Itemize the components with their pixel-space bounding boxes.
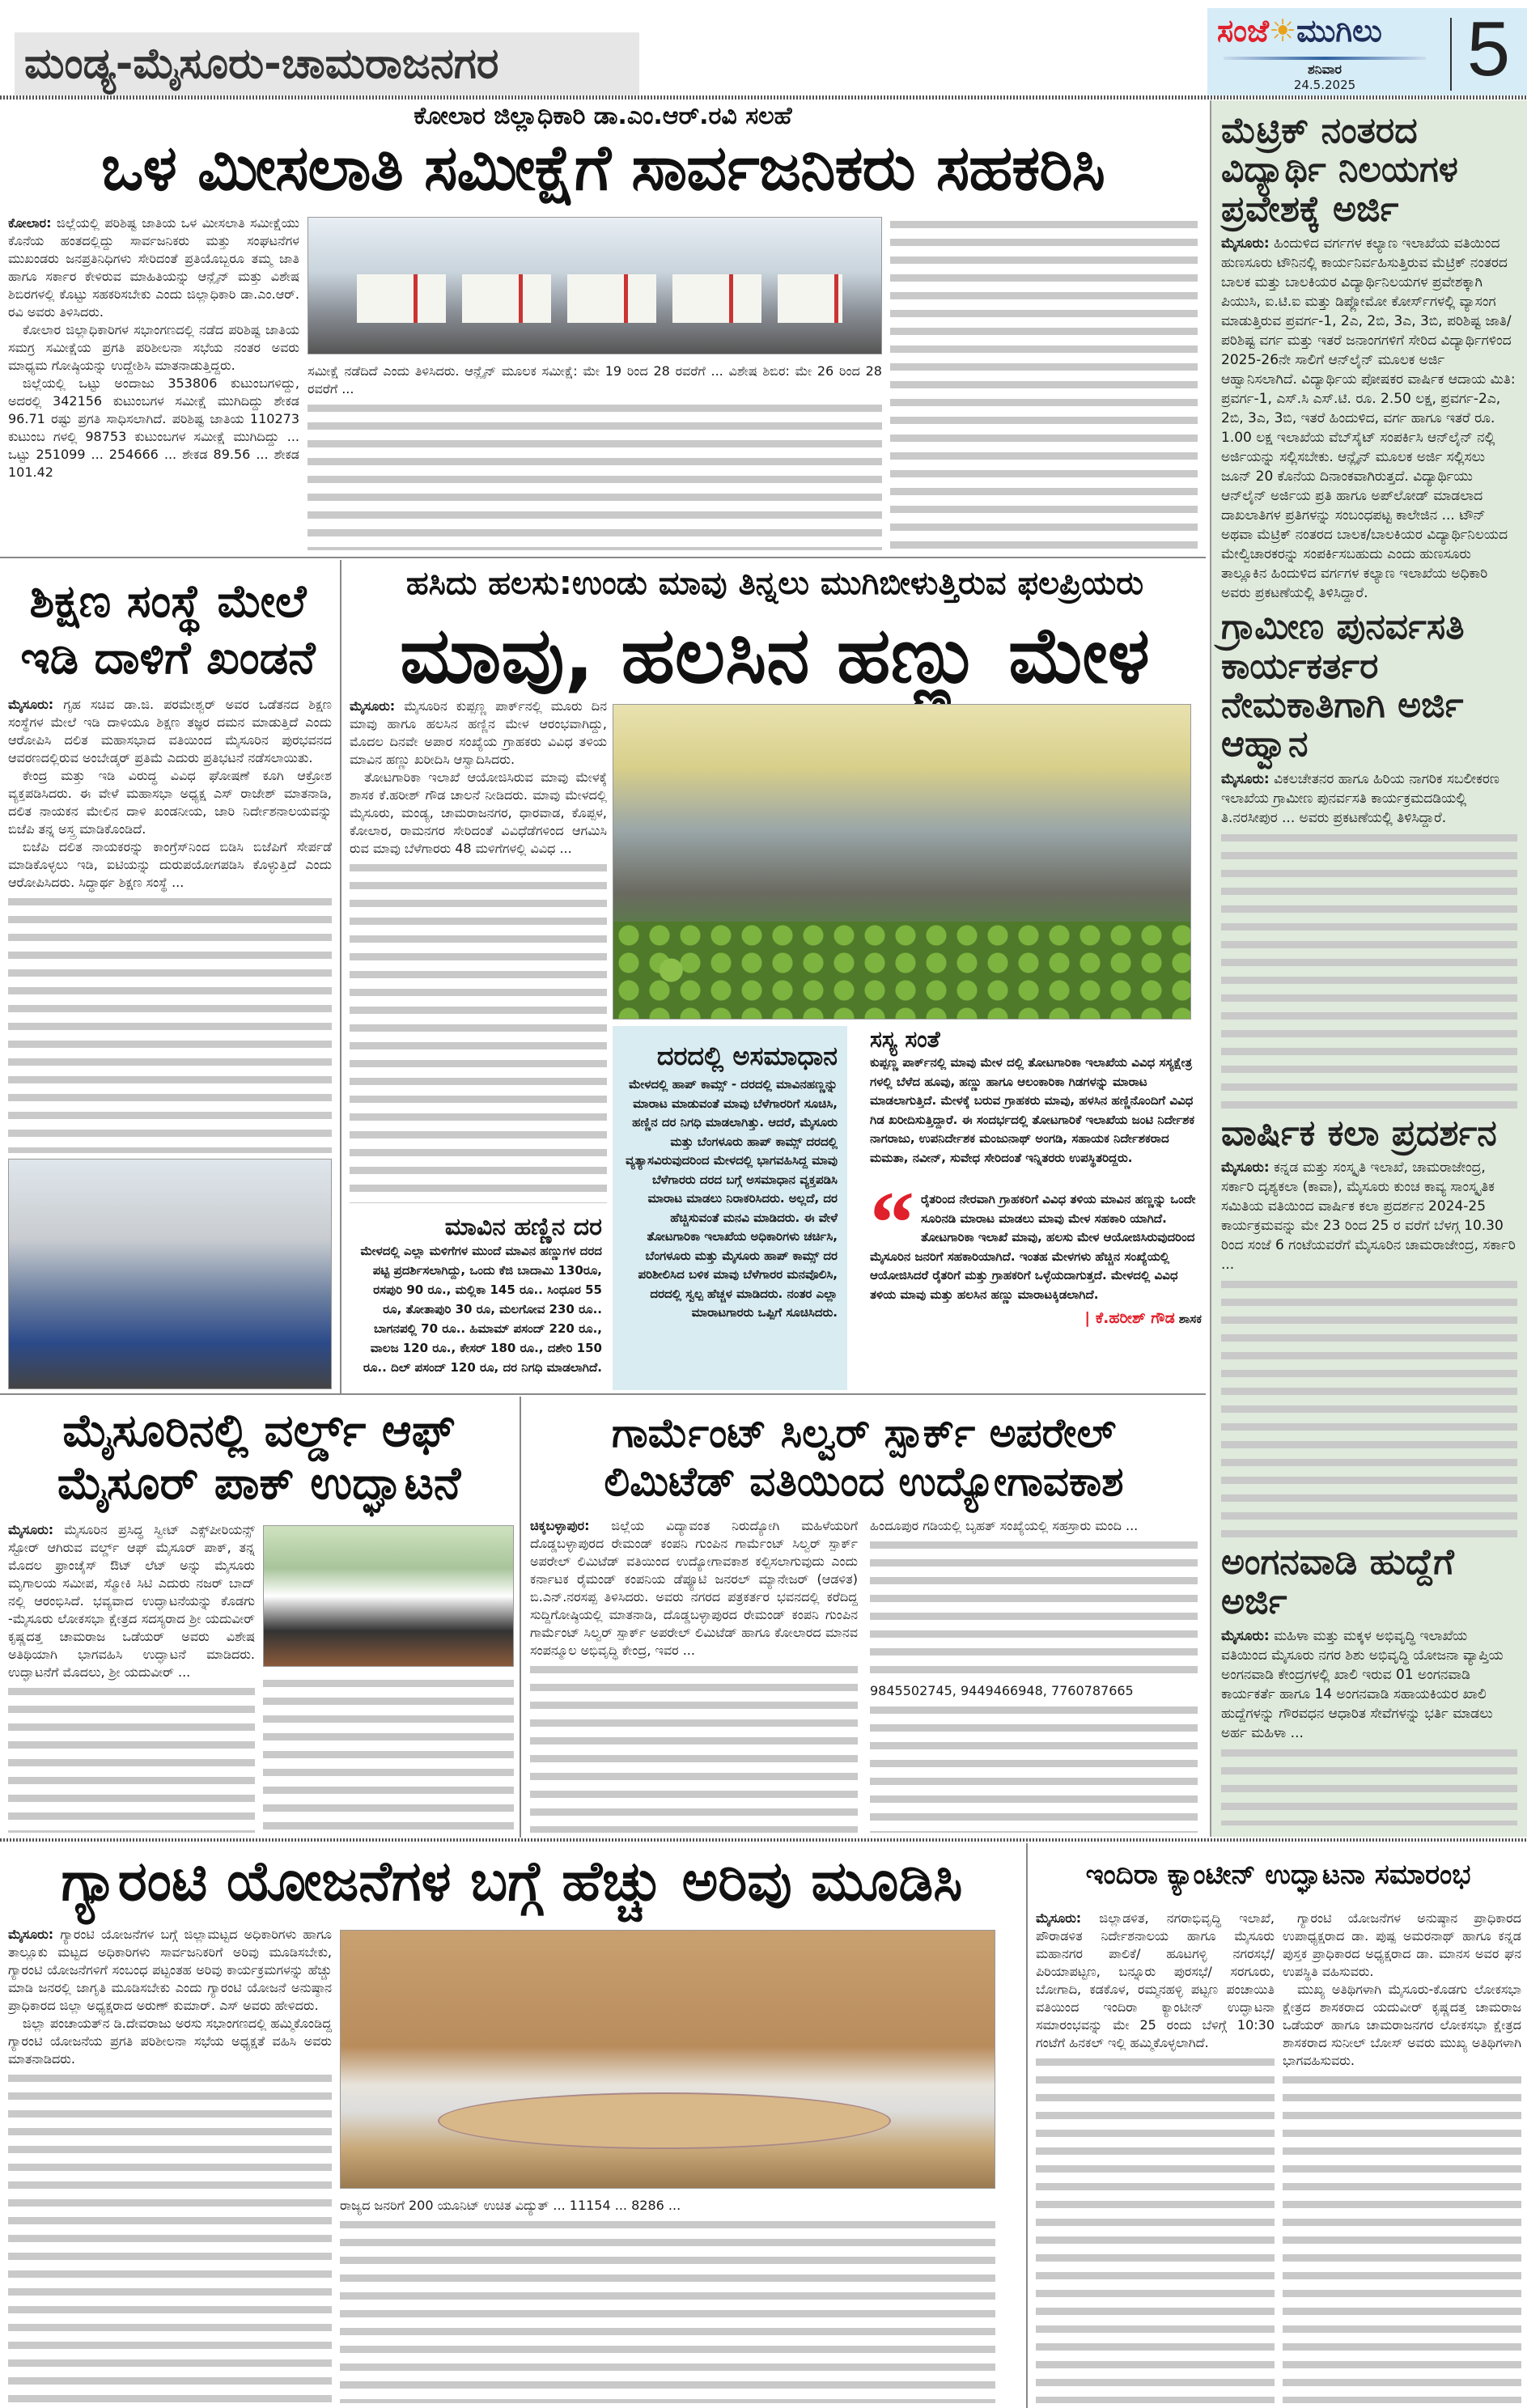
ed-paragraph: ಬಿಜೆಪಿ ದಲಿತ ನಾಯಕರನ್ನು ಕಾಂಗ್ರೆಸ್‌ನಿಂದ ಬಿಡಿಸಿ ಬಿಜೆಪಿಗೆ ಸೇರ್ಪಡೆ ಮಾಡಿಕೊಳ್ಳಲು ಇಡಿ, ಐಟಿಯನ್ನು ದುರುಪಯೋಗಪಡಿಸಿ ಕೊಳ್ಳುತ್ತಿದೆ ಎಂದು ಆರೋಪಿಸಿದರು. ಸಿದ್ಧಾರ್ಥ ಶಿಕ್ಷಣ ಸಂಸ್ಥೆ ... — [8, 839, 332, 890]
guarantee-paragraph: ರಾಜ್ಯದ ಜನರಿಗೆ 200 ಯೂನಿಟ್ ಉಚಿತ ವಿದ್ಯುತ್ ... 11154 ... 8286 ... — [340, 2198, 681, 2213]
discontent-box — [613, 1026, 847, 1390]
body-text-continued — [8, 1683, 255, 1833]
body-text-continued — [1221, 829, 1517, 1109]
kolar-paragraph: ಕೋಲಾರ ಜಿಲ್ಲಾಧಿಕಾರಿಗಳ ಸಭಾಂಗಣದಲ್ಲಿ ನಡೆದ ಪರಿಶಿಷ್ಟ ಜಾತಿಯ ಸಮಗ್ರ ಸಮೀಕ್ಷೆಯ ಪ್ರಗತಿ ಪರಿಶೀಲನಾ ಸಭೆಯ ನಂತರ ಅವರು ಮಾಧ್ಯಮ ಗೋಷ್ಠಿಯನ್ನು ಉದ್ದೇಶಿಸಿ ಮಾತನಾಡುತ್ತಿದ್ದರು. — [8, 322, 299, 373]
body-text-continued — [530, 1661, 858, 1833]
dateline: ಚಿಕ್ಕಬಳ್ಳಾಪುರ: — [530, 1518, 590, 1533]
mysorepak-inauguration-photo — [263, 1525, 514, 1667]
brief-title: ಗ್ರಾಮೀಣ ಪುನರ್ವಸತಿ ಕಾರ್ಯಕರ್ತರ ನೇಮಕಾತಿಗಾಗಿ ಅರ್ಜಿ ಆಹ್ವಾನ — [1221, 606, 1465, 765]
mango-body — [350, 697, 607, 1203]
quote-author: | ಕೆ.ಹರೀಶ್ ಗೌಡ — [1084, 1309, 1175, 1327]
brief-text: ಹಿಂದುಳಿದ ವರ್ಗಗಳ ಕಲ್ಯಾಣ ಇಲಾಖೆಯ ವತಿಯಿಂದ ಹುಣಸೂರು ಟೌನಿನಲ್ಲಿ ಕಾರ್ಯನಿರ್ವಹಿಸುತ್ತಿರುವ ಮೆಟ್ರಿಕ್ ನಂತರದ ಬಾಲಕ ಮತ್ತು ಬಾಲಕಿಯರ ವಿದ್ಯಾರ್ಥಿನಿಲಯಗಳ ಪ್ರವೇಶಕ್ಕಾಗಿ ಪಿಯುಸಿ, ಐ.ಟಿ.ಐ ಮತ್ತು ಡಿಪ್ಲೋಮೋ ಕೋರ್ಸ್‌ಗಳಲ್ಲಿ ವ್ಯಾಸಂಗ ಮಾಡುತ್ತಿರುವ ಪ್ರವರ್ಗ-1, 2ಎ, 2ಬಿ, 3ಎ, 3ಬಿ, ಪರಿಶಿಷ್ಟ ಜಾತಿ/ಪರಿಶಿಷ್ಟ ವರ್ಗ ಮತ್ತು ಇತರೆ ಜನಾಂಗಗಳಿಗೆ ಸೇರಿದ ವಿದ್ಯಾರ್ಥಿಗಳಿಂದ 2025-26ನೇ ಸಾಲಿಗೆ ಆನ್‌ಲೈನ್ ಮೂಲಕ ಅರ್ಜಿ ಆಹ್ವಾನಿಸಲಾಗಿದೆ. ವಿದ್ಯಾರ್ಥಿಯ ಪೋಷಕರ ವಾರ್ಷಿಕ ಆದಾಯ ಮಿತಿ: ಪ್ರವರ್ಗ-1, ಎಸ್.ಸಿ ಎಸ್.ಟಿ. ರೂ. 2.50 ಲಕ್ಷ, ಪ್ರವರ್ಗ-2ಎ, 2ಬಿ, 3ಎ, 3ಬಿ, ಇತರೆ ಹಿಂದುಳಿದ, ವರ್ಗ ಹಾಗೂ ಇತರೆ ರೂ. 1.00 ಲಕ್ಷ ಇಲಾಖೆಯ ವೆಬ್‌ಸೈಟ್ ಸಂಪರ್ಕಿಸಿ ಆನ್‌ಲೈನ್ ನಲ್ಲಿ ಅರ್ಜಿಯನ್ನು ಸಲ್ಲಿಸಬೇಕು. ಆನ್ಲೈನ್ ಮೂಲಕ ಅರ್ಜಿ ಸಲ್ಲಿಸಲು ಜೂನ್ 20 ಕೊನೆಯ ದಿನಾಂಕವಾಗಿರುತ್ತದೆ. ವಿದ್ಯಾರ್ಥಿಯು ಆನ್‌ಲೈನ್ ಅರ್ಜಿಯ ಪ್ರತಿ ಹಾಗೂ ಅಪ್‌ಲೋಡ್ ಮಾಡಲಾದ ದಾಖಲಾತಿಗಳ ಪ್ರತಿಗಳನ್ನು ಸಂಬಂಧಪಟ್ಟ ಕಾಲೇಜಿನ ... ಟೌನ್ ಅಥವಾ ಮೆಟ್ರಿಕ್ ನಂತರದ ಬಾಲಕ/ಬಾಲಕಿಯರ ವಿದ್ಯಾರ್ಥಿನಿಲಯದ ಮೇಲ್ವಿಚಾರಕರನ್ನು ಸಂಪರ್ಕಿಸಬಹುದು ಎಂದು ಹುಣಸೂರು ತಾಲ್ಲೂಕಿನ ಹಿಂದುಳಿದ ವರ್ಗಗಳ ಕಲ್ಯಾಣ ಇಲಾಖೆಯ ಅಧಿಕಾರಿ ಅವರು ಪ್ರಕಟಣೆಯಲ್ಲಿ ತಿಳಿಸಿದ್ದಾರೆ. — [1221, 235, 1516, 602]
canteen-paragraph: ಗ್ಯಾರಂಟಿ ಯೋಜನೆಗಳ ಅನುಷ್ಠಾನ ಪ್ರಾಧಿಕಾರದ ಉಪಾಧ್ಯಕ್ಷರಾದ ಡಾ. ಪುಷ್ಪ ಅಮರನಾಥ್ ಹಾಗೂ ಕನ್ನಡ ಪುಸ್ತಕ ಪ್ರಾಧಿಕಾರದ ಅಧ್ಯಕ್ಷರಾದ ಡಾ. ಮಾನಸ ಅವರ ಘನ ಉಪಸ್ಥಿತಿ ವಹಿಸುವರು. — [1283, 1910, 1521, 1979]
body-text-continued — [1036, 2054, 1275, 2403]
mysorepak-body-2 — [263, 1673, 514, 1833]
ed-paragraph: ಕೇಂದ್ರ ಮತ್ತು ಇಡಿ ವಿರುದ್ಧ ವಿವಿಧ ಘೋಷಣೆ ಕೂಗಿ ಆಕ್ರೋಶ ವ್ಯಕ್ತಪಡಿಸಿದರು. ಈ ವೇಳೆ ಮಹಾಸಭಾ ಅಧ್ಯಕ್ಷ ಎಸ್ ರಾಜೇಶ್ ಮಾತನಾಡಿ, ದಲಿತ ನಾಯಕನ ಮೇಲಿನ ದಾಳಿ ಖಂಡನೀಯ, ಜಾರಿ ನಿರ್ದೇಶನಾಲಯವನ್ನು ಬಿಜೆಪಿ ತನ್ನ ಅಸ್ತ್ರ ಮಾಡಿಕೊಂಡಿದೆ. — [8, 768, 332, 837]
price-box-title: ಮಾವಿನ ಹಣ್ಣಿನ ದರ — [444, 1213, 602, 1241]
body-text-continued — [870, 1702, 1198, 1833]
quote-attribution — [870, 1309, 1202, 1327]
ed-headline-2: ಇಡಿ ದಾಳಿಗೆ ಖಂಡನೆ — [20, 632, 316, 685]
masthead-logo-box — [1207, 8, 1527, 95]
body-text-continued — [8, 893, 332, 1153]
guarantee-headline: ಗ್ಯಾರಂಟಿ ಯೋಜನೆಗಳ ಬಗ್ಗೆ ಹೆಚ್ಚು ಅರಿವು ಮೂಡಿಸಿ — [61, 1850, 963, 1914]
plant-market-title: ಸಸ್ಯ ಸಂತೆ — [870, 1026, 940, 1053]
price-box — [350, 1210, 609, 1388]
garment-paragraph: ಹಿಂದೂಪುರ ಗಡಿಯಲ್ಲಿ ಬೃಹತ್ ಸಂಖ್ಯೆಯಲ್ಲಿ ಸಹಸ್ರಾರು ಮಂದಿ ... — [870, 1518, 1139, 1533]
mango-paragraph: ಮೈಸೂರಿನ ಕುಪ್ಪಣ್ಣ ಪಾರ್ಕ್‌ನಲ್ಲಿ ಮೂರು ದಿನ ಮಾವು ಹಾಗೂ ಹಲಸಿನ ಹಣ್ಣಿನ ಮೇಳ ಆರಂಭವಾಗಿದ್ದು, ಮೊದಲ ದಿನವೇ ಅಪಾರ ಸಂಖ್ಯೆಯ ಗ್ರಾಹಕರು ವಿವಿಧ ತಳಿಯ ಮಾವಿನ ಹಣ್ಣು ಖರೀದಿಸಿ ಆಸ್ವಾದಿಸಿದರು. — [350, 698, 607, 767]
logo-dark-text: ಮುಗಿಲು — [1296, 13, 1382, 49]
mysorepak-paragraph: ಮೈಸೂರಿನ ಪ್ರಸಿದ್ಧ ಸ್ವೀಟ್ ಎಕ್ಸ್‌ಪೀರಿಯನ್ಸ್ ಸ್ಟೋರ್ ಆಗಿರುವ ವರ್ಲ್ಡ್ ಆಫ್ ಮೈಸೂರ್ ಪಾಕ್, ತನ್ನ ಮೊದಲ ಫ್ರಾಂಚೈಸ್ ಔಟ್ ಲೆಟ್ ಅನ್ನು ಮೈಸೂರು ಮೃಗಾಲಯ ಸಮೀಪ, ಸ್ಮೋಕಿ ಸಿಟಿ ಎದುರು ನಜರ್ ಬಾದ್ ನಲ್ಲಿ ಆರಂಭಿಸಿದೆ. ಭವ್ಯವಾದ ಉದ್ಘಾಟನೆಯನ್ನು ಕೊಡಗು -ಮೈಸೂರು ಲೋಕಸಭಾ ಕ್ಷೇತ್ರದ ಸದಸ್ಯರಾದ ಶ್ರೀ ಯದುವೀರ್ ಕೃಷ್ಣದತ್ತ ಚಾಮರಾಜ ಒಡೆಯರ್ ಅವರು ವಿಶೇಷ ಅತಿಥಿಯಾಗಿ ಭಾಗವಹಿಸಿ ಉದ್ಘಾಟನೆ ಮಾಡಿದರು. ಉದ್ಘಾಟನೆಗೆ ಮೊದಲು, ಶ್ರೀ ಯದುವೀರ್ ... — [8, 1522, 255, 1680]
canteen-col-2 — [1283, 1910, 1521, 2403]
garment-headline-1: ಗಾರ್ಮೆಂಟ್ ಸಿಲ್ವರ್ ಸ್ಪಾರ್ಕ್ ಅಪರೇಲ್ — [611, 1410, 1117, 1456]
dateline: ಕೋಲಾರ: — [8, 215, 52, 231]
dateline: ಮೈಸೂರು: — [350, 698, 396, 714]
discontent-text: ಮೇಳದಲ್ಲಿ ಹಾಪ್ ಕಾಮ್ಸ್ - ದರದಲ್ಲಿ ಮಾವಿನಹಣ್ಣನ್ನು ಮಾರಾಟ ಮಾಡುವಂತೆ ಮಾವು ಬೆಳೆಗಾರರಿಗೆ ಸೂಚಿಸಿ, ಹಣ್ಣಿನ ದರ ನಿಗಧಿ ಮಾಡಲಾಗಿತ್ತು. ಆದರೆ, ಮೈಸೂರು ಮತ್ತು ಬೆಂಗಳೂರು ಹಾಪ್ ಕಾಮ್ಸ್ ದರದಲ್ಲಿ ವ್ಯತ್ಯಾಸವಿರುವುದರಿಂದ ಮೇಳದಲ್ಲಿ ಭಾಗವಹಿಸಿದ್ದ ಮಾವು ಬೆಳೆಗಾರರು ದರದ ಬಗ್ಗೆ ಅಸಮಾಧಾನ ವ್ಯಕ್ತಪಡಿಸಿ ಮಾರಾಟ ಮಾಡಲು ನಿರಾಕರಿಸಿದರು. ಅಲ್ಲದೆ, ದರ ಹೆಚ್ಚಿಸುವಂತೆ ಮನವಿ ಮಾಡಿದರು. ಈ ವೇಳೆ ತೋಟಗಾರಿಕಾ ಇಲಾಖೆಯ ಅಧಿಕಾರಿಗಳು ಚರ್ಚಿಸಿ, ಬೆಂಗಳೂರು ಮತ್ತು ಮೈಸೂರು ಹಾಪ್ ಕಾಮ್ಸ್ ದರ ಪರಿಶೀಲಿಸಿದ ಬಳಿಕ ಮಾವು ಬೆಳೆಗಾರರ ಮನವೊಲಿಸಿ, ದರದಲ್ಲಿ ಸ್ವಲ್ಪ ಹೆಚ್ಚಳ ಮಾಡಿದರು. ನಂತರ ಎಲ್ಲಾ ಮಾರಾಟಗಾರರು ಒಪ್ಪಿಗೆ ಸೂಚಿಸಿದರು. — [626, 1077, 838, 1320]
mysorepak-body — [8, 1521, 255, 1833]
divider — [520, 1397, 521, 1838]
kolar-kicker: ಕೋಲಾರ ಜಿಲ್ಲಾಧಿಕಾರಿ ಡಾ.ಎಂ.ಆರ್.ರವಿ ಸಲಹೆ — [414, 102, 792, 130]
canteen-paragraph: ಜಿಲ್ಲಾಡಳಿತ, ನಗರಾಭಿವೃದ್ಧಿ ಇಲಾಖೆ, ಪೌರಾಡಳಿತ ನಿರ್ದೇಶನಾಲಯ ಹಾಗೂ ಮೈಸೂರು ಮಹಾನಗರ ಪಾಲಿಕೆ/ ಹೂಟಗಳ್ಳಿ ನಗರಸಭೆ/ ಪಿರಿಯಾಪಟ್ಟಣ, ಬನ್ನೂರು ಪುರಸಭೆ/ ಸರಗೂರು, ಬೋಗಾದಿ, ಕಡಕೊಳ, ರಮ್ಮನಹಳ್ಳಿ ಪಟ್ಟಣ ಪಂಚಾಯಿತಿ ವತಿಯಿಂದ ಇಂದಿರಾ ಕ್ಯಾಂಟೀನ್ ಉದ್ಘಾಟನಾ ಸಮಾರಂಭವನ್ನು ಮೇ 25 ರಂದು ಬೆಳಿಗ್ಗೆ 10:30 ಗಂಟೆಗೆ ಹಿನಕಲ್ ಇಲ್ಲಿ ಹಮ್ಮಿಕೊಳ್ಳಲಾಗಿದೆ. — [1036, 1910, 1275, 2050]
body-text-continued — [308, 400, 882, 550]
canteen-paragraph: ಮುಖ್ಯ ಅತಿಥಿಗಳಾಗಿ ಮೈಸೂರು-ಕೊಡಗು ಲೋಕಸಭಾ ಕ್ಷೇತ್ರದ ಶಾಸಕರಾದ ಯದುವೀರ್ ಕೃಷ್ಣದತ್ತ ಚಾಮರಾಜ ಒಡೆಯರ್ ಹಾಗೂ ಚಾಮರಾಜನಗರ ಲೋಕಸಭಾ ಕ್ಷೇತ್ರದ ಶಾಸಕರಾದ ಸುನೀಲ್ ಬೋಸ್ ಅವರು ಮುಖ್ಯ ಅತಿಥಿಗಳಾಗಿ ಭಾಗವಹಿಸುವರು. — [1283, 1982, 1521, 2068]
mango-pile — [613, 922, 1190, 1019]
mango-mela-photo — [613, 704, 1191, 1020]
canteen-col-1 — [1036, 1910, 1275, 2403]
posters — [357, 274, 842, 323]
kolar-columns-mid — [308, 362, 882, 550]
logo-underline — [1224, 57, 1426, 60]
mango-headline: ಮಾವು, ಹಲಸಿನ ಹಣ್ಣು ಮೇಳ — [400, 610, 1150, 701]
brief-text: ಕನ್ನಡ ಮತ್ತು ಸಂಸ್ಕೃತಿ ಇಲಾಖೆ, ಚಾಮರಾಜೇಂದ್ರ, ಸರ್ಕಾರಿ ದೃಶ್ಯಕಲಾ (ಕಾವಾ), ಮೈಸೂರು ಕುಂಚ ಕಾವ್ಯ ಸಾಂಸ್ಕೃತಿಕ ಸಮಿತಿಯ ವತಿಯಿಂದ ವಾರ್ಷಿಕ ಕಲಾ ಪ್ರದರ್ಶನ 2024-25 ಕಾರ್ಯಕ್ರಮವನ್ನು ಮೇ 23 ರಿಂದ 25 ರ ವರೆಗೆ ಬೆಳಗ್ಗ 10.30 ರಿಂದ ಸಂಜೆ 6 ಗಂಟೆಯವರೆಗೆ ಮೈಸೂರಿನ ಚಾಮರಾಜೇಂದ್ರ, ಸರ್ಕಾರಿ ... — [1221, 1159, 1516, 1274]
mysorepak-headline-2: ಮೈಸೂರ್ ಪಾಕ್ ಉದ್ಘಾಟನೆ — [57, 1457, 461, 1510]
sun-icon: ☀ — [1269, 13, 1297, 49]
dateline: ಮೈಸೂರು: — [8, 1927, 54, 1942]
guarantee-meeting-photo — [340, 1930, 995, 2189]
body-text-continued — [340, 2216, 995, 2403]
brief-title: ವಾರ್ಷಿಕ ಕಲಾ ಪ್ರದರ್ಶನ — [1221, 1112, 1497, 1154]
garment-col-2 — [870, 1517, 1198, 1833]
body-text-continued — [890, 216, 1198, 550]
brief-title: ಮೆಟ್ರಿಕ್ ನಂತರದ ವಿದ್ಯಾರ್ಥಿ ನಿಲಯಗಳ ಪ್ರವೇಶಕ್ಕೆ ಅರ್ಜಿ — [1221, 110, 1458, 230]
kolar-paragraph: ಜಿಲ್ಲೆಯಲ್ಲಿ ಪರಿಶಿಷ್ಟ ಜಾತಿಯ ಒಳ ಮೀಸಲಾತಿ ಸಮೀಕ್ಷೆಯು ಕೊನೆಯ ಹಂತದಲ್ಲಿದ್ದು ಸಾರ್ವಜನಿಕರು ಮತ್ತು ಸಂಘಟನೆಗಳ ಮುಖಂಡರು ಜನಪ್ರತಿನಿಧಿಗಳು ಸೇರಿದಂತೆ ಪ್ರತಿಯೊಬ್ಬರೂ ತಮ್ಮ ಜಾತಿ ಹಾಗೂ ಸರ್ಕಾರ ಕೇಳಿರುವ ಮಾಹಿತಿಯನ್ನು ಆನ್ಲೈನ್ ಮತ್ತು ವಿಶೇಷ ಶಿಬಿರಗಳಲ್ಲಿ ಕೊಟ್ಟು ಸಹಕರಿಸಬೇಕು ಎಂದು ಜಿಲ್ಲಾಧಿಕಾರಿ ಡಾ.ಎಂ.ಆರ್. ರವಿ ಅವರು ತಿಳಿಸಿದರು. — [8, 215, 299, 320]
issue-date: 24.5.2025 — [1293, 78, 1356, 92]
kolar-paragraph: ಸಮೀಕ್ಷೆ ನಡೆದಿದೆ ಎಂದು ತಿಳಿಸಿದರು. ಆನ್ಲೈನ್ ಮೂಲಕ ಸಮೀಕ್ಷೆ: ಮೇ 19 ರಿಂದ 28 ರವರೆಗೆ ... ವಿಶೇಷ ಶಿಬಿರ: ಮೇ 26 ರಿಂದ 28 ರವರೆಗೆ ... — [308, 363, 882, 396]
guarantee-paragraph: ಗ್ಯಾರಂಟಿ ಯೋಜನೆಗಳ ಬಗ್ಗೆ ಜಿಲ್ಲಾಮಟ್ಟದ ಅಧಿಕಾರಿಗಳು ಹಾಗೂ ತಾಲ್ಲೂಕು ಮಟ್ಟದ ಅಧಿಕಾರಿಗಳು ಸಾರ್ವಜನಿಕರಿಗೆ ಅರಿವು ಮೂಡಿಸಬೇಕು, ಗ್ಯಾರಂಟಿ ಯೋಜನೆಗಳಿಗೆ ಸಂಬಂಧ ಪಟ್ಟಂತಹ ಅರಿವು ಕಾರ್ಯಕ್ರಮಗಳನ್ನು ಹೆಚ್ಚು ಮಾಡಿ ಜನರಲ್ಲಿ ಜಾಗೃತಿ ಮೂಡಿಸಬೇಕು ಎಂದು ಗ್ಯಾರಂಟಿ ಯೋಜನೆ ಅನುಷ್ಠಾನ ಪ್ರಾಧಿಕಾರದ ಜಿಲ್ಲಾ ಅಧ್ಯಕ್ಷರಾದ ಅರುಣ್ ಕುಮಾರ್. ಎಸ್ ಅವರು ಹೇಳಿದರು. — [8, 1927, 332, 2013]
brief-body — [1221, 1626, 1517, 1825]
kolar-column-1 — [8, 214, 299, 550]
dateline: ಮೈಸೂರು: — [1221, 235, 1270, 252]
masthead-rule — [0, 95, 1527, 100]
brief-title: ಅಂಗನವಾಡಿ ಹುದ್ದೆಗೆ ಅರ್ಜಿ — [1221, 1541, 1454, 1622]
brief-body — [1221, 769, 1517, 1109]
kolar-photo — [308, 217, 882, 354]
dateline: ಮೈಸೂರು: — [8, 1522, 54, 1537]
mysorepak-headline-1: ಮೈಸೂರಿನಲ್ಲಿ ವರ್ಲ್ಡ್ ಆಫ್ — [62, 1405, 456, 1457]
ed-paragraph: ಗೃಹ ಸಚಿವ ಡಾ.ಜಿ. ಪರಮೇಶ್ವರ್ ಅವರ ಒಡೆತನದ ಶಿಕ್ಷಣ ಸಂಸ್ಥೆಗಳ ಮೇಲೆ ಇಡಿ ದಾಳಿಯೂ ಶಿಕ್ಷಣ ತಜ್ಞರ ದಮನ ಮಾಡುತ್ತಿದೆ ಎಂದು ಆರೋಪಿಸಿ ದಲಿತ ಮಹಾಸಭಾದ ವತಿಯಿಂದ ಮೈಸೂರಿನ ಪುರಭವನದ ಆವರಣದಲ್ಲಿರುವ ಅಂಬೇಡ್ಕರ್ ಪ್ರತಿಮೆ ಎದುರು ಪ್ರತಿಭಟನೆ ನಡೆಸಲಾಯಿತು. — [8, 697, 332, 765]
page-divider — [1450, 18, 1452, 91]
mango-paragraph: ತೋಟಗಾರಿಕಾ ಇಲಾಖೆ ಆಯೋಜಿಸಿರುವ ಮಾವು ಮೇಳಕ್ಕೆ ಶಾಸಕ ಕೆ.ಹರೀಶ್ ಗೌಡ ಚಾಲನೆ ನೀಡಿದರು. ಮಾವು ಮೇಳದಲ್ಲಿ ಮೈಸೂರು, ಮಂಡ್ಯ, ಚಾಮರಾಜನಗರ, ಧಾರವಾಡ, ಕೊಪ್ಪಳ, ಕೋಲಾರ, ರಾಮನಗರ ಸೇರಿದಂತೆ ವಿವಿಧೆಡೆಗಳಿಂದ ಆಗಮಿಸಿ ರುವ ಮಾವು ಬೆಳೆಗಾರರು 48 ಮಳಿಗೆಗಳಲ್ಲಿ ವಿವಿಧ ... — [350, 769, 607, 856]
brief-body — [1221, 234, 1517, 603]
brief-body — [1221, 1158, 1517, 1538]
meeting-table — [438, 2092, 891, 2149]
ed-headline-1: ಶಿಕ್ಷಣ ಸಂಸ್ಥೆ ಮೇಲೆ — [29, 575, 307, 628]
ed-body — [8, 696, 332, 1153]
ed-protest-photo — [8, 1159, 332, 1389]
quote-block — [870, 1173, 1202, 1327]
newspaper-logo — [1217, 13, 1382, 49]
body-text-continued — [870, 1537, 1198, 1682]
quote-author-role: ಶಾಸಕ — [1178, 1312, 1202, 1326]
price-box-text: ಮೇಳದಲ್ಲಿ ಎಲ್ಲಾ ಮಳಿಗೆಗಳ ಮುಂದೆ ಮಾವಿನ ಹಣ್ಣುಗಳ ದರದ ಪಟ್ಟಿ ಪ್ರದರ್ಶಿಸಲಾಗಿದ್ದು, ಒಂದು ಕೆಜಿ ಬಾದಾಮಿ 130ರೂ, ರಸಪುರಿ 90 ರೂ., ಮಲ್ಲಿಕಾ 145 ರೂ.. ಸಿಂಧೂರ 55 ರೂ, ತೋತಾಪುರಿ 30 ರೂ, ಮಲಗೋವ 230 ರೂ.. ಬಾಗನಪಲ್ಲಿ 70 ರೂ.. ಹಿಮಾಮ್ ಪಸಂದ್ 220 ರೂ., ವಾಲಜ 120 ರೂ., ಕೇಸರ್ 180 ರೂ., ದಶೇರಿ 150 ರೂ.. ದಿಲ್ ಪಸಂದ್ 120 ರೂ, ದರ ನಿಗಧಿ ಮಾಡಲಾಗಿದೆ. — [360, 1244, 602, 1375]
discontent-title: ದರದಲ್ಲಿ ಅಸಮಾಧಾನ — [656, 1041, 838, 1071]
logo-red-text: ಸಂಜೆ — [1217, 13, 1270, 49]
guarantee-body-2 — [340, 2197, 995, 2403]
divider — [0, 557, 1206, 558]
body-text-continued — [1221, 1276, 1517, 1538]
plant-market — [870, 1026, 1202, 1327]
dateline: ಮೈಸೂರು: — [8, 697, 54, 712]
garment-headline-2: ಲಿಮಿಟೆಡ್ ವತಿಯಿಂದ ಉದ್ಯೋಗಾವಕಾಶ — [604, 1458, 1124, 1505]
body-text-continued — [350, 859, 607, 1203]
body-text-continued — [1221, 1745, 1517, 1825]
body-text-continued — [1283, 2071, 1521, 2403]
divider — [0, 1393, 1206, 1395]
kolar-column-right — [890, 214, 1198, 550]
quote-mark-icon: “ — [870, 1173, 914, 1272]
quote-text: ರೈತರಿಂದ ನೇರವಾಗಿ ಗ್ರಾಹಕರಿಗೆ ವಿವಿಧ ತಳಿಯ ಮಾವಿನ ಹಣ್ಣನ್ನು ಒಂದೇ ಸೂರಿನಡಿ ಮಾರಾಟ ಮಾಡಲು ಮಾವು ಮೇಳ ಸಹಕಾರಿ ಯಾಗಿದೆ. ತೋಟಗಾರಿಕಾ ಇಲಾಖೆ ಮಾವು, ಹಲಸು ಮೇಳ ಆಯೋಜಿಸಿರುವುದರಿಂದ ಮೈಸೂರಿನ ಜನರಿಗೆ ಸಹಕಾರಿಯಾಗಿದೆ. ಇಂತಹ ಮೇಳಗಳು ಹೆಚ್ಚಿನ ಸಂಖ್ಯೆಯಲ್ಲಿ ಆಯೋಜಿಸಿದರೆ ರೈತರಿಗೆ ಮತ್ತು ಗ್ರಾಹಕರಿಗೆ ಒಳ್ಳೆಯದಾಗುತ್ತದೆ. ಮೇಳದಲ್ಲಿ ವಿವಿಧ ತಳಿಯ ಮಾವು ಮತ್ತು ಹಲಸಿನ ಹಣ್ಣು ಮಾರಾಟಕ್ಕಿಡಲಾಗಿದೆ. — [870, 1192, 1196, 1302]
dateline: ಮೈಸೂರು: — [1221, 1159, 1270, 1176]
mango-kicker: ಹಸಿದು ಹಲಸು:ಉಂಡು ಮಾವು ತಿನ್ನಲು ಮುಗಿಬೀಳುತ್ತಿರುವ ಫಲಪ್ರಿಯರು — [405, 565, 1144, 602]
divider — [340, 560, 341, 1393]
divider — [1026, 1843, 1028, 2408]
section-title: ಮಂಡ್ಯ-ಮೈಸೂರು-ಚಾಮರಾಜನಗರ — [24, 40, 499, 88]
dateline: ಮೈಸೂರು: — [1221, 770, 1270, 787]
section-title-box — [15, 32, 639, 95]
brief-text: ಮಹಿಳಾ ಮತ್ತು ಮಕ್ಕಳ ಅಭಿವೃದ್ಧಿ ಇಲಾಖೆಯ ವತಿಯಿಂದ ಮೈಸೂರು ನಗರ ಶಿಶು ಅಭಿವೃದ್ಧಿ ಯೋಜನಾ ವ್ಯಾಪ್ತಿಯ ಅಂಗನವಾಡಿ ಕೇಂದ್ರಗಳಲ್ಲಿ ಖಾಲಿ ಇರುವ 01 ಅಂಗನವಾಡಿ ಕಾರ್ಯಕರ್ತೆ ಹಾಗೂ 14 ಅಂಗನವಾಡಿ ಸಹಾಯಕಿಯರ ಖಾಲಿ ಹುದ್ದೆಗಳನ್ನು ಗೌರವಧನ ಆಧಾರಿತ ಸೇವೆಗಳನ್ನು ಭರ್ತಿ ಮಾಡಲು ಅರ್ಹ ಮಹಿಳಾ ... — [1221, 1627, 1504, 1741]
plant-market-text: ಕುಪ್ಪಣ್ಣ ಪಾರ್ಕ್‌ನಲ್ಲಿ ಮಾವು ಮೇಳ ದಲ್ಲಿ ತೋಟಗಾರಿಕಾ ಇಲಾಖೆಯ ವಿವಿಧ ಸಸ್ಯಕ್ಷೇತ್ರ ಗಳಲ್ಲಿ ಬೆಳೆದ ಹೂವು, ಹಣ್ಣು ಹಾಗೂ ಆಲಂಕಾರಿಕಾ ಗಿಡಗಳನ್ನು ಮಾರಾಟ ಮಾಡಲಾಗುತ್ತಿದೆ. ಮೇಳಕ್ಕೆ ಬರುವ ಗ್ರಾಹಕರು ಮಾವು, ಹಳಸಿನ ಹಣ್ಣಿನೊಂದಿಗೆ ವಿವಿಧ ಗಿಡ ಖರೀದಿಸುತ್ತಿದ್ದಾರೆ. ಈ ಸಂದರ್ಭದಲ್ಲಿ ತೋಟಗಾರಿಕೆ ಇಲಾಖೆಯ ಜಂಟಿ ನಿರ್ದೇಶಕ ನಾಗರಾಜು, ಉಪನಿರ್ದೇಶಕ ಮಂಜುನಾಥ್ ಅಂಗಡಿ, ಸಹಾಯಕ ನಿರ್ದೇಶಕರಾದ ಮಮತಾ, ನವೀನ್, ಸುವೇಧ ಸೇರಿದಂತೆ ಇನ್ನಿತರರು ಉಪಸ್ಥಿತರಿದ್ದರು. — [870, 1055, 1195, 1165]
garment-paragraph: ಜಿಲ್ಲೆಯ ವಿದ್ಯಾವಂತ ನಿರುದ್ಯೋಗಿ ಮಹಿಳೆಯರಿಗೆ ದೊಡ್ಡಬಳ್ಳಾಪುರದ ರೇಮಂಡ್ ಕಂಪನಿ ಗುಂಪಿನ ಗಾರ್ಮೆಂಟ್ ಸಿಲ್ವರ್ ಸ್ಪಾರ್ಕ್ ಅಪರೇಲ್ ಲಿಮಿಟೆಡ್ ವತಿಯಿಂದ ಉದ್ಯೋಗಾವಕಾಶ ಕಲ್ಪಿಸಲಾಗುವುದು ಎಂದು ಕರ್ನಾಟಕ ರೈಮಂಡ್ ಕಂಪನಿಯ ಡೆಪ್ಯೂಟಿ ಜನರಲ್ ಮ್ಯಾನೇಜರ್ (ಆಡಳಿತ) ಬಿ.ಎನ್.ನರಸಪ್ಪ ತಿಳಿಸಿದರು. ಅವರು ನಗರದ ಪತ್ರಕರ್ತರ ಭವನದಲ್ಲಿ ಕರೆದಿದ್ದ ಸುದ್ದಿಗೋಷ್ಠಿಯಲ್ಲಿ ಮಾತನಾಡಿ, ದೊಡ್ಡಬಳ್ಳಾಪುರದ ರೇಮಂಡ್ ಕಂಪನಿ ಗುಂಪಿನ ಗಾರ್ಮೆಂಟ್ ಸಿಲ್ವರ್ ಸ್ಪಾರ್ಕ್ ಅಪರೇಲ್ ಲಿಮಿಟೆಡ್ ಹಾಗೂ ಕೋಲಾರದ ಮಾನವ ಸಂಪನ್ಮೂಲ ಅಭಿವೃದ್ಧಿ ಕೇಂದ್ರ, ಇವರ ... — [530, 1518, 858, 1658]
page-number: 5 — [1466, 6, 1511, 92]
body-text-continued — [263, 1675, 514, 1833]
brief-text: ವಿಕಲಚೇತನರ ಹಾಗೂ ಹಿರಿಯ ನಾಗರಿಕ ಸಬಲೀಕರಣ ಇಲಾಖೆಯ ಗ್ರಾಮೀಣ ಪುನರ್ವಸತಿ ಕಾರ್ಯಕ್ರಮದಡಿಯಲ್ಲಿ ತಿ.ನರಸೀಪುರ ... ಅವರು ಪ್ರಕಟಣೆಯಲ್ಲಿ ತಿಳಿಸಿದ್ದಾರೆ. — [1221, 770, 1499, 826]
guarantee-body — [8, 1926, 332, 2403]
weekday: ಶನಿವಾರ — [1307, 61, 1342, 77]
garment-phones: 9845502745, 9449466948, 7760787665 — [870, 1683, 1134, 1698]
dateline: ಮೈಸೂರು: — [1221, 1627, 1270, 1644]
body-text-continued — [8, 2070, 332, 2403]
canteen-headline: ಇಂದಿರಾ ಕ್ಯಾಂಟೀನ್ ಉದ್ಘಾಟನಾ ಸಮಾರಂಭ — [1085, 1859, 1471, 1891]
section-rule — [0, 1838, 1527, 1842]
dateline: ಮೈಸೂರು: — [1036, 1910, 1082, 1926]
garment-col-1 — [530, 1517, 858, 1833]
kolar-headline: ಒಳ ಮೀಸಲಾತಿ ಸಮೀಕ್ಷೆಗೆ ಸಾರ್ವಜನಿಕರು ಸಹಕರಿಸಿ — [101, 132, 1105, 205]
sidebar-briefs — [1210, 100, 1527, 1837]
kolar-paragraph: ಜಿಲ್ಲೆಯಲ್ಲಿ ಒಟ್ಟು ಅಂದಾಜು 353806 ಕುಟುಂಬಗಳಿದ್ದು, ಅದರಲ್ಲಿ 342156 ಕುಟುಂಬಗಳ ಸಮೀಕ್ಷೆ ಮುಗಿದಿದ್ದು ಶೇಕಡ 96.71 ರಷ್ಟು ಪ್ರಗತಿ ಸಾಧಿಸಲಾಗಿದೆ. ಪರಿಶಿಷ್ಟ ಜಾತಿಯ 110273 ಕುಟುಂಬ ಗಳಲ್ಲಿ 98753 ಕುಟುಂಬಗಳ ಸಮೀಕ್ಷೆ ಮುಗಿದಿದ್ದು ... ಒಟ್ಟು 251099 ... 254666 ... ಶೇಕಡ 89.56 ... ಶೇಕಡ 101.42 — [8, 375, 299, 480]
guarantee-paragraph: ಜಿಲ್ಲಾ ಪಂಚಾಯತ್‌ನ ಡಿ.ದೇವರಾಜು ಅರಸು ಸಭಾಂಗಣದಲ್ಲಿ ಹಮ್ಮಿಕೊಂಡಿದ್ದ ಗ್ಯಾರಂಟಿ ಯೋಜನೆಯ ಪ್ರಗತಿ ಪರಿಶೀಲನಾ ಸಭೆಯ ಅಧ್ಯಕ್ಷತೆ ವಹಿಸಿ ಅವರು ಮಾತನಾಡಿದರು. — [8, 2016, 332, 2067]
